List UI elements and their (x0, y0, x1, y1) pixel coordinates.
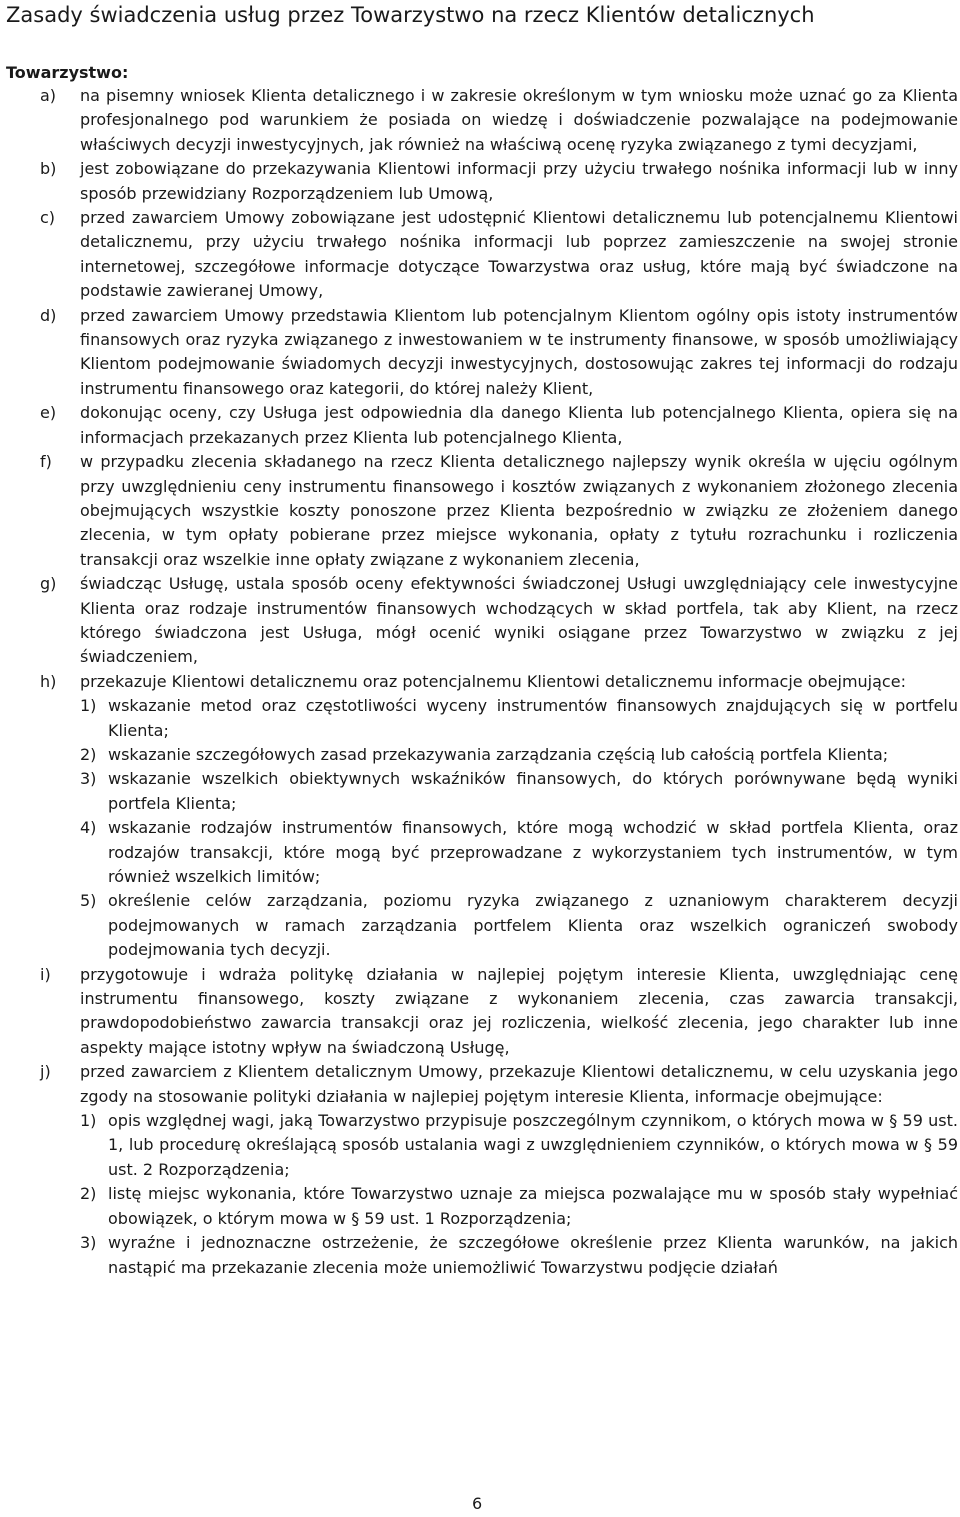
list-item-text: przed zawarciem Umowy zobowiązane jest udostępnić Klientowi detalicznemu lub potencjalnemu Klientowi detalicznemu, przy użyciu trwałego nośnika informacji lub poprzez zamieszczenie na swojej stronie internetowej, szczegółowe informacje dotyczące Towarzystwa oraz usług, które mają być świadczone na podstawie zawieranej Umowy, (80, 208, 958, 301)
list-item (0, 572, 960, 670)
list-item (0, 1060, 960, 1280)
document-title: Zasady świadczenia usług przez Towarzystwo na rzecz Klientów detalicznych (6, 3, 815, 27)
list-item-text: dokonując oceny, czy Usługa jest odpowiednia dla danego Klienta lub potencjalnego Klienta, opiera się na informacjach przekazanych przez Klienta lub potencjalnego Klienta, (80, 403, 958, 447)
sub-list-item-text: wyraźne i jednoznaczne ostrzeżenie, że szczegółowe określenie przez Klienta warunków, na jakich nastąpić ma przekazanie zlecenia może uniemożliwić Towarzystwu podjęcie działań (108, 1233, 958, 1277)
sub-list-item (80, 1231, 958, 1280)
sub-list-marker: 4) (80, 818, 97, 838)
sub-list-marker: 3) (80, 1233, 97, 1253)
list-item (0, 304, 960, 402)
page-number: 6 (472, 1494, 483, 1513)
sub-list-item-text: opis względnej wagi, jaką Towarzystwo przypisuje poszczególnym czynnikom, o których mowa w § 59 ust. 1, lub procedurę określającą sposób ustalania wagi z uwzględnieniem czynników, o których mowa w § 59 ust. 2 Rozporządzenia; (108, 1111, 958, 1179)
sub-list-item-text: wskazanie wszelkich obiektywnych wskaźników finansowych, do których porównywane będą wyniki portfela Klienta; (108, 769, 958, 813)
list-item (0, 963, 960, 1061)
list-item-text: na pisemny wniosek Klienta detalicznego i w zakresie określonym w tym wniosku może uznać go za Klienta profesjonalnego pod warunkiem że posiada on wiedzę i doświadczenie pozwalające na podejmowanie właściwych decyzji inwestycyjnych, jak również na właściwą ocenę ryzyka związanego z tymi decyzjami, (80, 86, 958, 154)
sub-list-item (80, 816, 958, 889)
sub-list-marker: 1) (80, 1111, 97, 1131)
sub-list-item-text: wskazanie rodzajów instrumentów finansowych, które mogą wchodzić w skład portfela Klienta, oraz rodzajów transakcji, które mogą być przeprowadzane z wykorzystaniem tych instrumentów, w tym również wszelkich limitów; (108, 818, 958, 886)
list-item (0, 401, 960, 450)
list-marker: j) (40, 1062, 51, 1082)
list-item (0, 157, 960, 206)
sub-list-marker: 2) (80, 744, 97, 764)
list-marker: i) (40, 964, 51, 984)
sub-list-marker: 1) (80, 696, 97, 716)
sub-list-item (80, 889, 958, 962)
sub-list-item-text: wskazanie szczegółowych zasad przekazywania zarządzania częścią lub całością portfela Klienta; (108, 744, 889, 764)
sub-list-item (80, 743, 958, 767)
list-marker: f) (40, 452, 52, 472)
list-marker: a) (40, 86, 57, 105)
list-item-text: jest zobowiązane do przekazywania Klientowi informacji przy użyciu trwałego nośnika informacji lub w inny sposób przewidziany Rozporządzeniem lub Umową, (80, 159, 958, 203)
list-item-text: przed zawarciem z Klientem detalicznym Umowy, przekazuje Klientowi detalicznemu, w celu uzyskania jego zgody na stosowanie polityki działania w najlepiej pojętym interesie Klienta, informacje obejmujące: (80, 1062, 958, 1106)
list-item-text: świadcząc Usługę, ustala sposób oceny efektywności świadczonej Usługi uwzględniający cele inwestycyjne Klienta oraz rodzaje instrumentów finansowych wchodzących w skład portfela, tak aby Klient, na rzecz którego świadczona jest Usługa, mógł ocenić wyniki osiągane przez Towarzystwo w związku z jej świadczeniem, (80, 574, 958, 667)
list-item-text: przed zawarciem Umowy przedstawia Klientom lub potencjalnym Klientom ogólny opis istoty instrumentów finansowych oraz ryzyka związanego z inwestowaniem w te instrumenty finansowe, w sposób umożliwiający Klientom podejmowanie świadomych decyzji inwestycyjnych, dostosowując zakres tej informacji do rodzaju instrumentu finansowego oraz kategorii, do której należy Klient, (80, 305, 958, 398)
list-item (0, 206, 960, 304)
sub-list-item (80, 694, 958, 743)
list-marker: c) (40, 208, 56, 228)
list-marker: e) (40, 403, 57, 423)
list-marker: h) (40, 671, 57, 691)
sub-list-item (80, 1109, 958, 1182)
list-marker: d) (40, 305, 57, 325)
list-item-text: w przypadku zlecenia składanego na rzecz Klienta detalicznego najlepszy wynik określa w ujęciu ogólnym przy uwzględnieniu ceny instrumentu finansowego i kosztów związanych z wykonaniem złożonego zlecenia obejmujących wszystkie koszty ponoszone przez Klienta bezpośrednio w związku ze złożeniem danego zlecenia, w tym opłaty pobierane przez miejsce wykonania, opłaty z tytułu rozrachunku i rozliczenia transakcji oraz wszelkie inne opłaty związane z wykonaniem zlecenia, (80, 452, 958, 569)
sub-list (80, 694, 958, 962)
sub-list-marker: 5) (80, 891, 97, 911)
list-item (0, 450, 960, 572)
obligations-list (0, 84, 960, 1280)
sub-list-item-text: określenie celów zarządzania, poziomu ryzyka związanego z uznaniowym charakterem decyzji podejmowanych w ramach zarządzania portfelem Klienta oraz wszelkich ograniczeń swobody podejmowania tych decyzji. (108, 891, 958, 960)
list-marker: b) (40, 159, 57, 179)
section-heading: Towarzystwo: (6, 63, 129, 82)
list-item-text: przygotowuje i wdraża politykę działania w najlepiej pojętym interesie Klienta, uwzględniając cenę instrumentu finansowego, koszty związane z wykonaniem zlecenia, czas zawarcia transakcji, prawdopodobieństwo zawarcia transakcji oraz jej rozliczenia, wielkość zlecenia, jego charakter lub inne aspekty mające istotny wpływ na świadczoną Usługę, (80, 964, 958, 1057)
sub-list (80, 1109, 958, 1280)
sub-list-item (80, 1182, 958, 1231)
list-item (0, 670, 960, 963)
sub-list-marker: 2) (80, 1184, 97, 1204)
sub-list-item-text: wskazanie metod oraz częstotliwości wyceny instrumentów finansowych znajdujących się w portfelu Klienta; (108, 696, 958, 740)
list-item (0, 84, 960, 157)
sub-list-item (80, 767, 958, 816)
sub-list-item-text: listę miejsc wykonania, które Towarzystwo uznaje za miejsca pozwalające mu w sposób stały wypełniać obowiązek, o którym mowa w § 59 ust. 1 Rozporządzenia; (108, 1184, 958, 1228)
sub-list-marker: 3) (80, 769, 97, 789)
list-marker: g) (40, 574, 57, 594)
list-item-text: przekazuje Klientowi detalicznemu oraz potencjalnemu Klientowi detalicznemu informacje obejmujące: (80, 671, 906, 691)
